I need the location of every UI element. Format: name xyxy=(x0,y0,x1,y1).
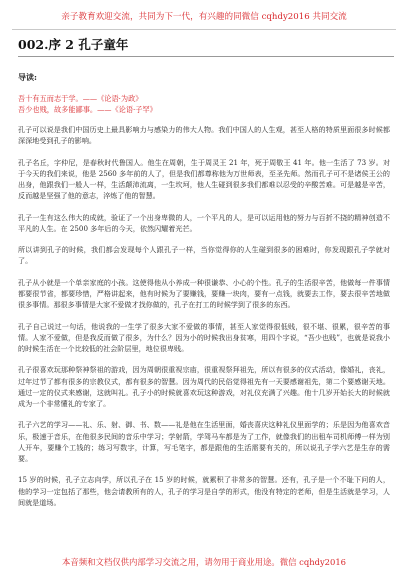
paragraph: 孔子名丘，字仲尼，是春秋时代鲁国人。他生在周朝，生于周灵王 21 年，死于周敬王 41 年。他一生活了 73 岁。对于今天的我们来说，他是 2560 多年前的人了，但是我们都尊称他为万世师表，至圣先师。然而孔子可不是诸侯王公的出身，他跟我们一般人一样，生活颠沛流离，一生坎坷，他人生碰到很多我们都难以忍受的辛酸苦难。可是越是辛苦，反而越是坚强了他的意志，淬炼了他的智慧。 xyxy=(18,157,390,201)
quote-line: 吾十有五而志于学。——《论语·为政》 xyxy=(18,94,143,103)
paragraph: 孔子一生有这么伟大的成就，验证了一个出身卑微的人，一个平凡的人，是可以运用他的努力与百折不挠的精神创造不平凡的人生。在 2500 多年后的今天，依然闪耀着光芒。 xyxy=(18,212,390,233)
quote-block xyxy=(18,93,157,115)
paragraph: 所以讲到孔子的时候，我们都会发现每个人跟孔子一样，当你觉得你的人生碰到很多的困难时，你发现跟孔子学就对了。 xyxy=(18,245,390,266)
article-body xyxy=(18,124,390,518)
quote-line: 吾少也贱，故多能鄙事。——《论语·子罕》 xyxy=(18,105,157,114)
header-divider xyxy=(12,29,396,30)
paragraph: 孔子六艺的学习——礼、乐、射、御、书、数——礼是他在生活里面，婚丧喜庆这种礼仪里面学的；乐是因为他喜欢音乐，极速于音乐，在他很多民间的音乐中学习；学射箭，学驾马车都是为了工作，就像我们的出租车司机师傅一样为别人开车，要赚个工钱的；练习写数字，计算，写毛笔字，都是跟他的生活需要有关的，所以说孔子学六艺是生存的需要。 xyxy=(18,420,390,463)
footer-banner: 本音频和文档仅供内部学习交流之用，请勿用于商业用途。微信 cqhdy2016 xyxy=(61,557,346,567)
paragraph: 孔子自己说过一句话，他说我的一生学了很多大家不爱做的事情，甚至人家觉得很低贱，很不堪、很累，很辛苦的事情。人家不爱做，但是我反而做了很多，为什么？因为小的时候我出身贫寒，用四个字说，“吾少也贱”，也就是说我小的时候生活在一个比较低的社会阶层里，地位很卑贱。 xyxy=(18,321,390,353)
article-title: 002.序 2 孔子童年 xyxy=(18,37,129,52)
paragraph: 15 岁的时候，孔子立志向学，所以孔子在 15 岁的时候，就累积了非常多的智慧。还有，孔子是一个不耻下问的人，他的学习一定包括了那些，他会请教所有的人，孔子的学习是自学的形式，他没有特定的老师，但是生活就是学习，人间就是道场。 xyxy=(18,475,390,507)
title-divider xyxy=(18,56,394,57)
header-banner: 亲子教育欢迎交流，共同为下一代，有兴趣的同微信 cqhdy2016 共同交流 xyxy=(61,12,347,22)
paragraph: 孔子从小就是一个单亲家庭的小孩。这使得他从小养成一种很谦恭、小心的个性。孔子的生活很辛苦，他做每一件事情都要很节省，都要珍惜，严格讲起来，他有时候为了要赚钱，要赚一块肉，要有一点钱，就要去工作，要去很辛苦地做很多事情。那很多事情是大家不爱做才找你做的，孔子在打工的时候学到了很多的东西。 xyxy=(18,277,390,310)
lead-label: 导读: xyxy=(18,72,37,82)
paragraph: 孔子很喜欢玩那种祭神祭祖的游戏，因为周朝很重视宗庙，很重视祭拜祖先，所以有很多的仪式活动，像婚礼，丧礼，过年过节了都有很多的宗教仪式，都有很多的智慧。因为周代的民俗觉得祖先有一天要感谢祖先，第二个要感谢天地。通过一定的仪式来感谢，这就叫礼。孔子小的时候就喜欢玩这种游戏，对礼仪充满了兴趣。他十几岁开始长大的时候就成为一个非常懂礼的专家了。 xyxy=(18,365,390,408)
paragraph: 孔子可以说是我们中国历史上最具影响力与感染力的伟大人物。我们中国人的人生观，甚至人格的特质里面很多时候都深深地受到孔子的影响。 xyxy=(18,125,390,146)
